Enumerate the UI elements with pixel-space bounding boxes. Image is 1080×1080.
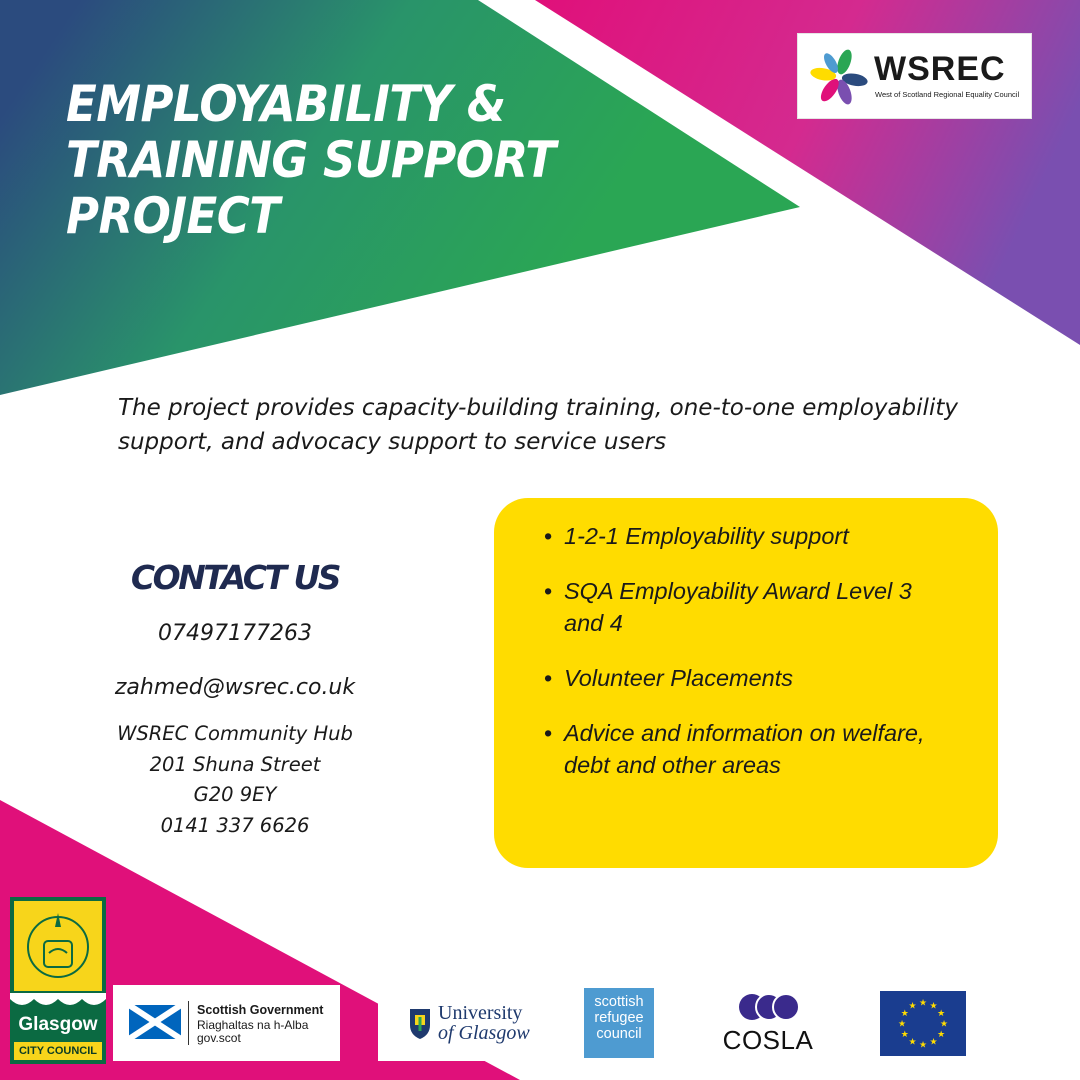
scottish-government-logo xyxy=(113,985,340,1061)
bullet-icon: • xyxy=(544,665,553,691)
cosla-logo xyxy=(706,985,830,1059)
sg-logo-line-1: Scottish Government xyxy=(197,1003,324,1017)
eu-flag-logo xyxy=(880,991,966,1056)
uog-logo-line-1: University xyxy=(438,1002,523,1024)
list-item xyxy=(544,662,948,694)
wsrec-logo-tagline: West of Scotland Regional Equality Council xyxy=(875,90,1020,99)
sg-logo-line-3: gov.scot xyxy=(197,1031,241,1045)
service-item-label: SQA Employability Award Level 3 and 4 xyxy=(564,578,912,636)
page-title xyxy=(66,76,556,244)
services-list xyxy=(544,520,948,781)
intro-text: The project provides capacity-building training, one-to-one employability support, and advocacy support to service users xyxy=(118,395,958,455)
eu-star-icon: ★ xyxy=(929,1001,938,1012)
glasgow-city-council-logo xyxy=(10,897,106,1064)
contact-email: zahmed@wsrec.co.uk xyxy=(114,675,356,700)
service-item-label: Volunteer Placements xyxy=(564,665,794,691)
sg-logo-line-2: Riaghaltas na h-Alba xyxy=(197,1018,309,1032)
contact-section xyxy=(60,555,410,841)
title-line-1: EMPLOYABILITY & xyxy=(66,75,506,133)
service-item-label: Advice and information on welfare, debt and other areas xyxy=(564,720,925,778)
university-crest-icon xyxy=(408,1005,432,1041)
title-line-2: TRAINING SUPPORT xyxy=(66,131,556,189)
address-line-3: G20 9EY xyxy=(193,783,277,806)
contact-phone: 07497177263 xyxy=(158,621,312,646)
flower-petals-icon xyxy=(810,48,868,106)
three-circles-icon xyxy=(738,993,800,1021)
uog-logo-line-2: of Glasgow xyxy=(438,1022,530,1044)
list-item xyxy=(544,575,948,639)
title-line-3: PROJECT xyxy=(66,187,280,245)
eu-star-icon: ★ xyxy=(939,1019,949,1030)
services-box xyxy=(494,498,998,868)
bullet-icon: • xyxy=(544,578,553,604)
glasgow-logo-sub: CITY COUNCIL xyxy=(14,1042,102,1060)
city-crest-icon xyxy=(19,905,97,985)
eu-star-icon: ★ xyxy=(897,1019,907,1030)
eu-star-icon: ★ xyxy=(937,1030,946,1040)
list-item xyxy=(544,717,948,781)
divider xyxy=(188,1001,189,1045)
scottish-refugee-council-logo xyxy=(584,988,654,1058)
src-logo-line-3: council xyxy=(596,1026,642,1042)
address-line-4: 0141 337 6626 xyxy=(160,813,310,837)
eu-star-icon: ★ xyxy=(908,1037,917,1048)
university-of-glasgow-logo xyxy=(378,985,555,1061)
service-item-label: 1-2-1 Employability support xyxy=(564,523,849,549)
crenellation-wave-icon xyxy=(10,993,106,1009)
eu-star-icon: ★ xyxy=(908,1001,917,1012)
eu-star-icon: ★ xyxy=(900,1030,909,1040)
src-logo-line-1: scottish xyxy=(594,994,644,1010)
wsrec-logo-name: WSREC xyxy=(874,50,1006,88)
eu-stars-flag-icon xyxy=(880,991,966,1056)
eu-star-icon: ★ xyxy=(918,998,928,1009)
contact-heading: CONTACT US xyxy=(130,558,340,597)
address-line-1: WSREC Community Hub xyxy=(117,722,353,745)
glasgow-logo-name: Glasgow xyxy=(18,1014,98,1035)
eu-star-icon: ★ xyxy=(918,1040,928,1051)
wsrec-logo xyxy=(797,33,1032,119)
src-logo-line-2: refugee xyxy=(594,1010,644,1026)
address-line-2: 201 Shuna Street xyxy=(149,752,321,776)
list-item xyxy=(544,520,948,552)
saltire-flag-icon xyxy=(129,1005,181,1039)
eu-star-icon: ★ xyxy=(929,1037,938,1048)
eu-star-icon: ★ xyxy=(900,1009,909,1019)
bullet-icon: • xyxy=(544,523,553,549)
bullet-icon: • xyxy=(544,720,553,746)
eu-star-icon: ★ xyxy=(937,1009,946,1019)
cosla-logo-name: COSLA xyxy=(722,1025,814,1055)
